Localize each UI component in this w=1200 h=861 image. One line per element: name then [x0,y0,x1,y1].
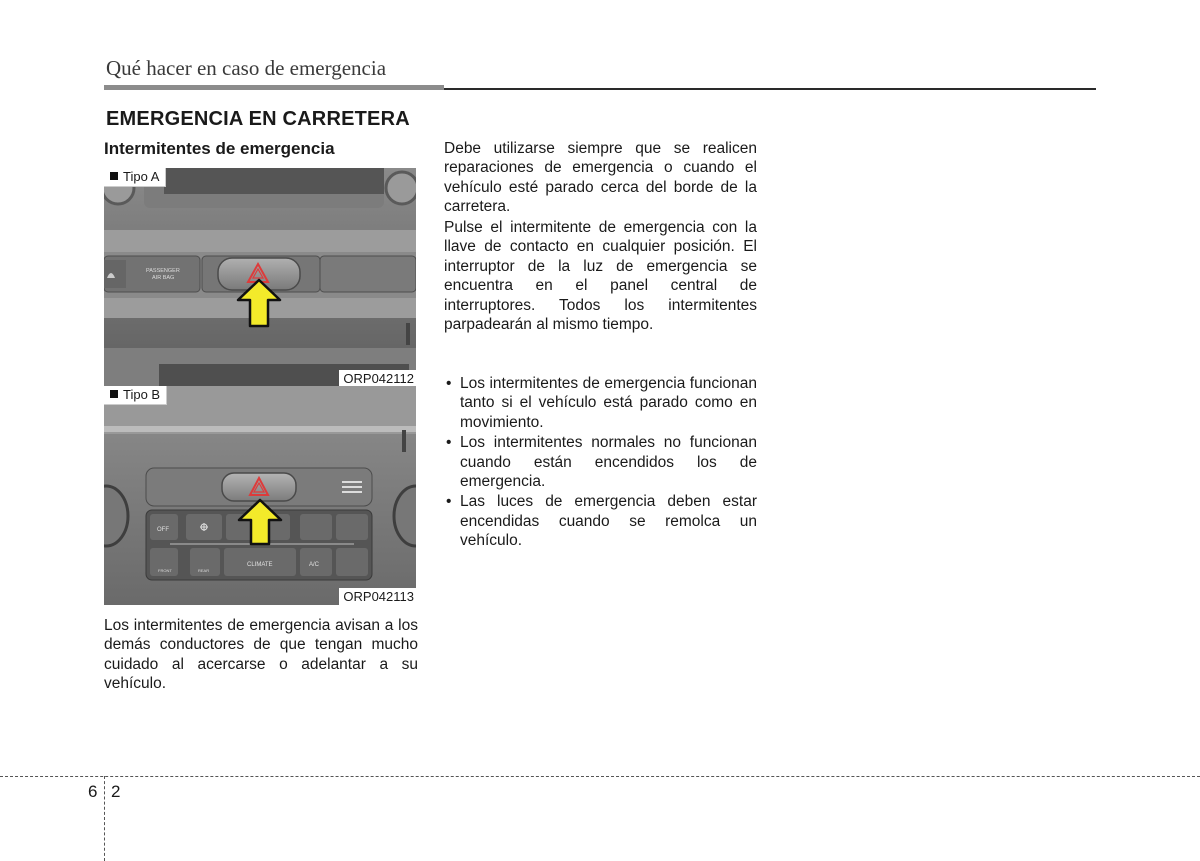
page-number: 2 [111,782,121,801]
ac-button-label[interactable]: A/C [309,562,320,568]
footer-divider [104,776,105,861]
dashboard-photo-b [104,386,416,605]
bullet-item: • Las luces de emergencia deben estar encendidas cuando se remolca un vehículo. [444,492,757,550]
figure-caption: Los intermitentes de emergencia avisan a los demás conductores de que tengan mucho cuidado al acercarse o adelantar a su vehículo. [104,617,418,693]
rear-label: REAR [198,568,210,573]
section-heading: EMERGENCIA EN CARRETERA [106,108,410,130]
figure-tipo-b [104,386,416,605]
paragraph-2: Pulse el intermitente de emergencia con la llave de contacto en cualquier posición. El interruptor de la luz de emergencia se encuentra en el panel central de interruptores. Todos los intermitentes parpadearán al mismo tiempo. [444,219,757,334]
bullet-item: • Los intermitentes normales no funcionan cuando están encendidos los de emergencia. [444,433,757,491]
footer-rule [0,776,1200,777]
page-chapter-number: 6 [88,782,98,801]
figure-code-b: ORP042113 [339,588,416,605]
off-button-label[interactable]: OFF [157,527,169,533]
title-rule-thin [444,88,1096,90]
figure-code-a: ORP042112 [339,370,416,387]
subheading: Intermitentes de emergencia [104,139,335,158]
bullet-list [444,374,757,552]
knob-right-icon [386,172,416,204]
dashboard-photo-a [104,168,416,387]
paragraph-1: Debe utilizarse siempre que se realicen reparaciones de emergencia o cuando el vehículo esté parado cerca del borde de la carretera. [444,140,757,216]
bullet-item: • Los intermitentes de emergencia funcionan tanto si el vehículo está parado como en movimiento. [444,374,757,432]
title-rule-thick [104,85,444,90]
figure-tipo-a [104,168,416,387]
climate-button-label[interactable]: CLIMATE [247,562,273,568]
passenger-airbag-label-2: AIR BAG [152,275,175,281]
figure-label-a: Tipo A [104,168,166,187]
passenger-airbag-label: PASSENGER [146,268,180,274]
chapter-title: Qué hacer en caso de emergencia [106,56,387,80]
front-label: FRONT [158,568,172,573]
figure-label-b: Tipo B [104,386,167,405]
